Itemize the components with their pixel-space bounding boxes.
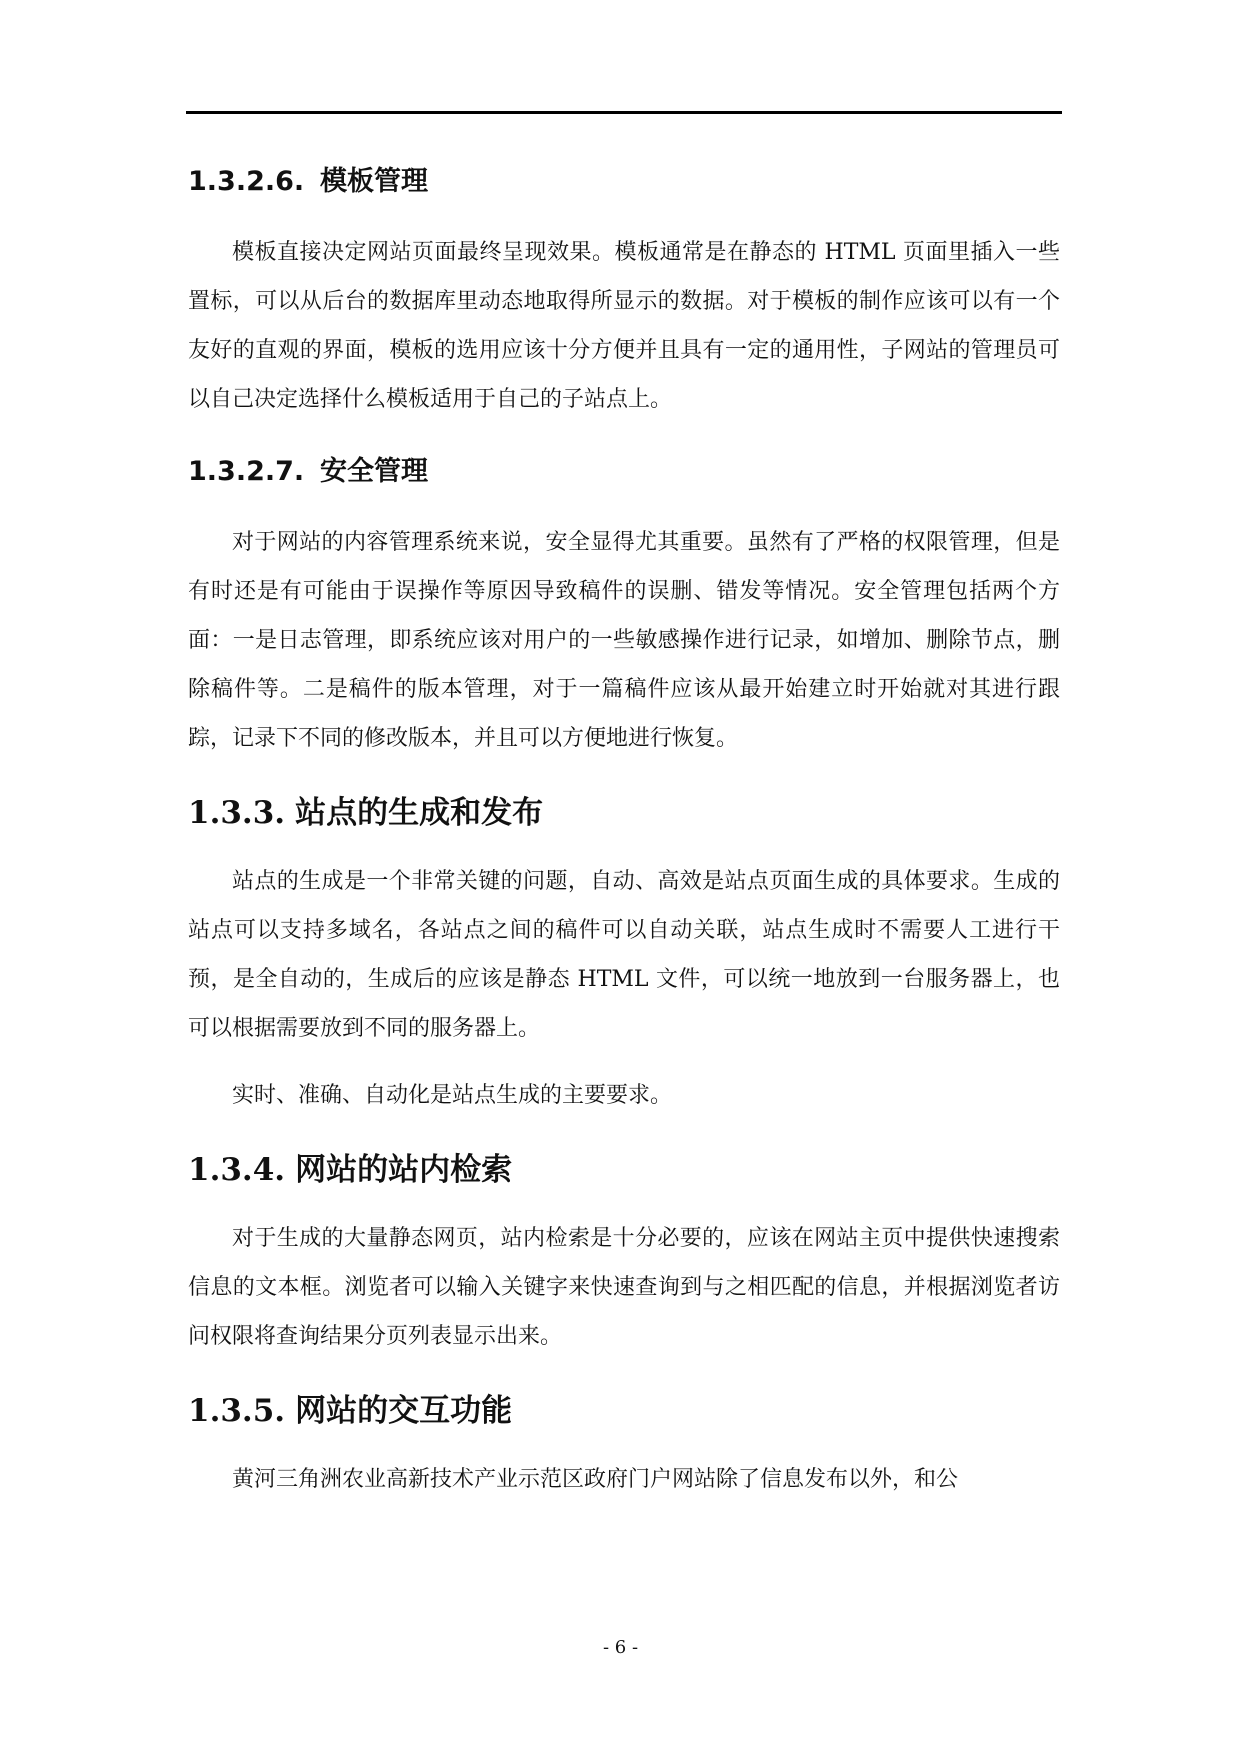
paragraph: 黄河三角洲农业高新技术产业示范区政府门户网站除了信息发布以外，和公 [232, 1467, 959, 1492]
section-title: 站点的生成和发布 [295, 795, 544, 831]
paragraph: 对于生成的大量静态网页，站内检索是十分必要的，应该在网站主页中提供快速搜索信息的文本框。浏览者可以输入关键字来快速查询到与之相匹配的信息，并根据浏览者访问权限将查询结果分页列表显示出来。 [188, 1226, 1060, 1349]
section-heading-1327 [188, 450, 1060, 494]
header-rule [186, 111, 1062, 114]
section-title: 网站的站内检索 [295, 1152, 513, 1188]
paragraph: 模板直接决定网站页面最终呈现效果。模板通常是在静态的 HTML 页面里插入一些置标，可以从后台的数据库里动态地取得所显示的数据。对于模板的制作应该可以有一个友好的直观的界面，模板的选用应该十分方便并且具有一定的通用性，子网站的管理员可以自己决定选择什么模板适用于自己的子站点上。 [188, 240, 1060, 412]
document-body [188, 160, 1060, 1530]
section-number: 1.3.5. [188, 1393, 286, 1429]
paragraph: 实时、准确、自动化是站点生成的主要要求。 [232, 1083, 673, 1108]
section-title: 网站的交互功能 [295, 1393, 513, 1429]
section-number: 1.3.2.7. [188, 456, 305, 487]
section-heading-134 [188, 1146, 1060, 1194]
section-heading-133 [188, 789, 1060, 837]
section-number: 1.3.2.6. [188, 166, 305, 197]
section-number: 1.3.3. [188, 795, 286, 831]
paragraph: 站点的生成是一个非常关键的问题，自动、高效是站点页面生成的具体要求。生成的站点可以支持多域名，各站点之间的稿件可以自动关联，站点生成时不需要人工进行干预，是全自动的，生成后的应该是静态 HTML 文件，可以统一地放到一台服务器上，也可以根据需要放到不同的服务器上。 [188, 869, 1060, 1041]
section-heading-1326 [188, 160, 1060, 204]
section-title: 模板管理 [320, 166, 428, 197]
section-number: 1.3.4. [188, 1152, 286, 1188]
section-heading-135 [188, 1387, 1060, 1435]
section-title: 安全管理 [320, 456, 428, 487]
paragraph: 对于网站的内容管理系统来说，安全显得尤其重要。虽然有了严格的权限管理，但是有时还是有可能由于误操作等原因导致稿件的误删、错发等情况。安全管理包括两个方面：一是日志管理，即系统应该对用户的一些敏感操作进行记录，如增加、删除节点，删除稿件等。二是稿件的版本管理，对于一篇稿件应该从最开始建立时开始就对其进行跟踪，记录下不同的修改版本，并且可以方便地进行恢复。 [188, 530, 1060, 751]
page-number: - 6 - [602, 1637, 639, 1658]
